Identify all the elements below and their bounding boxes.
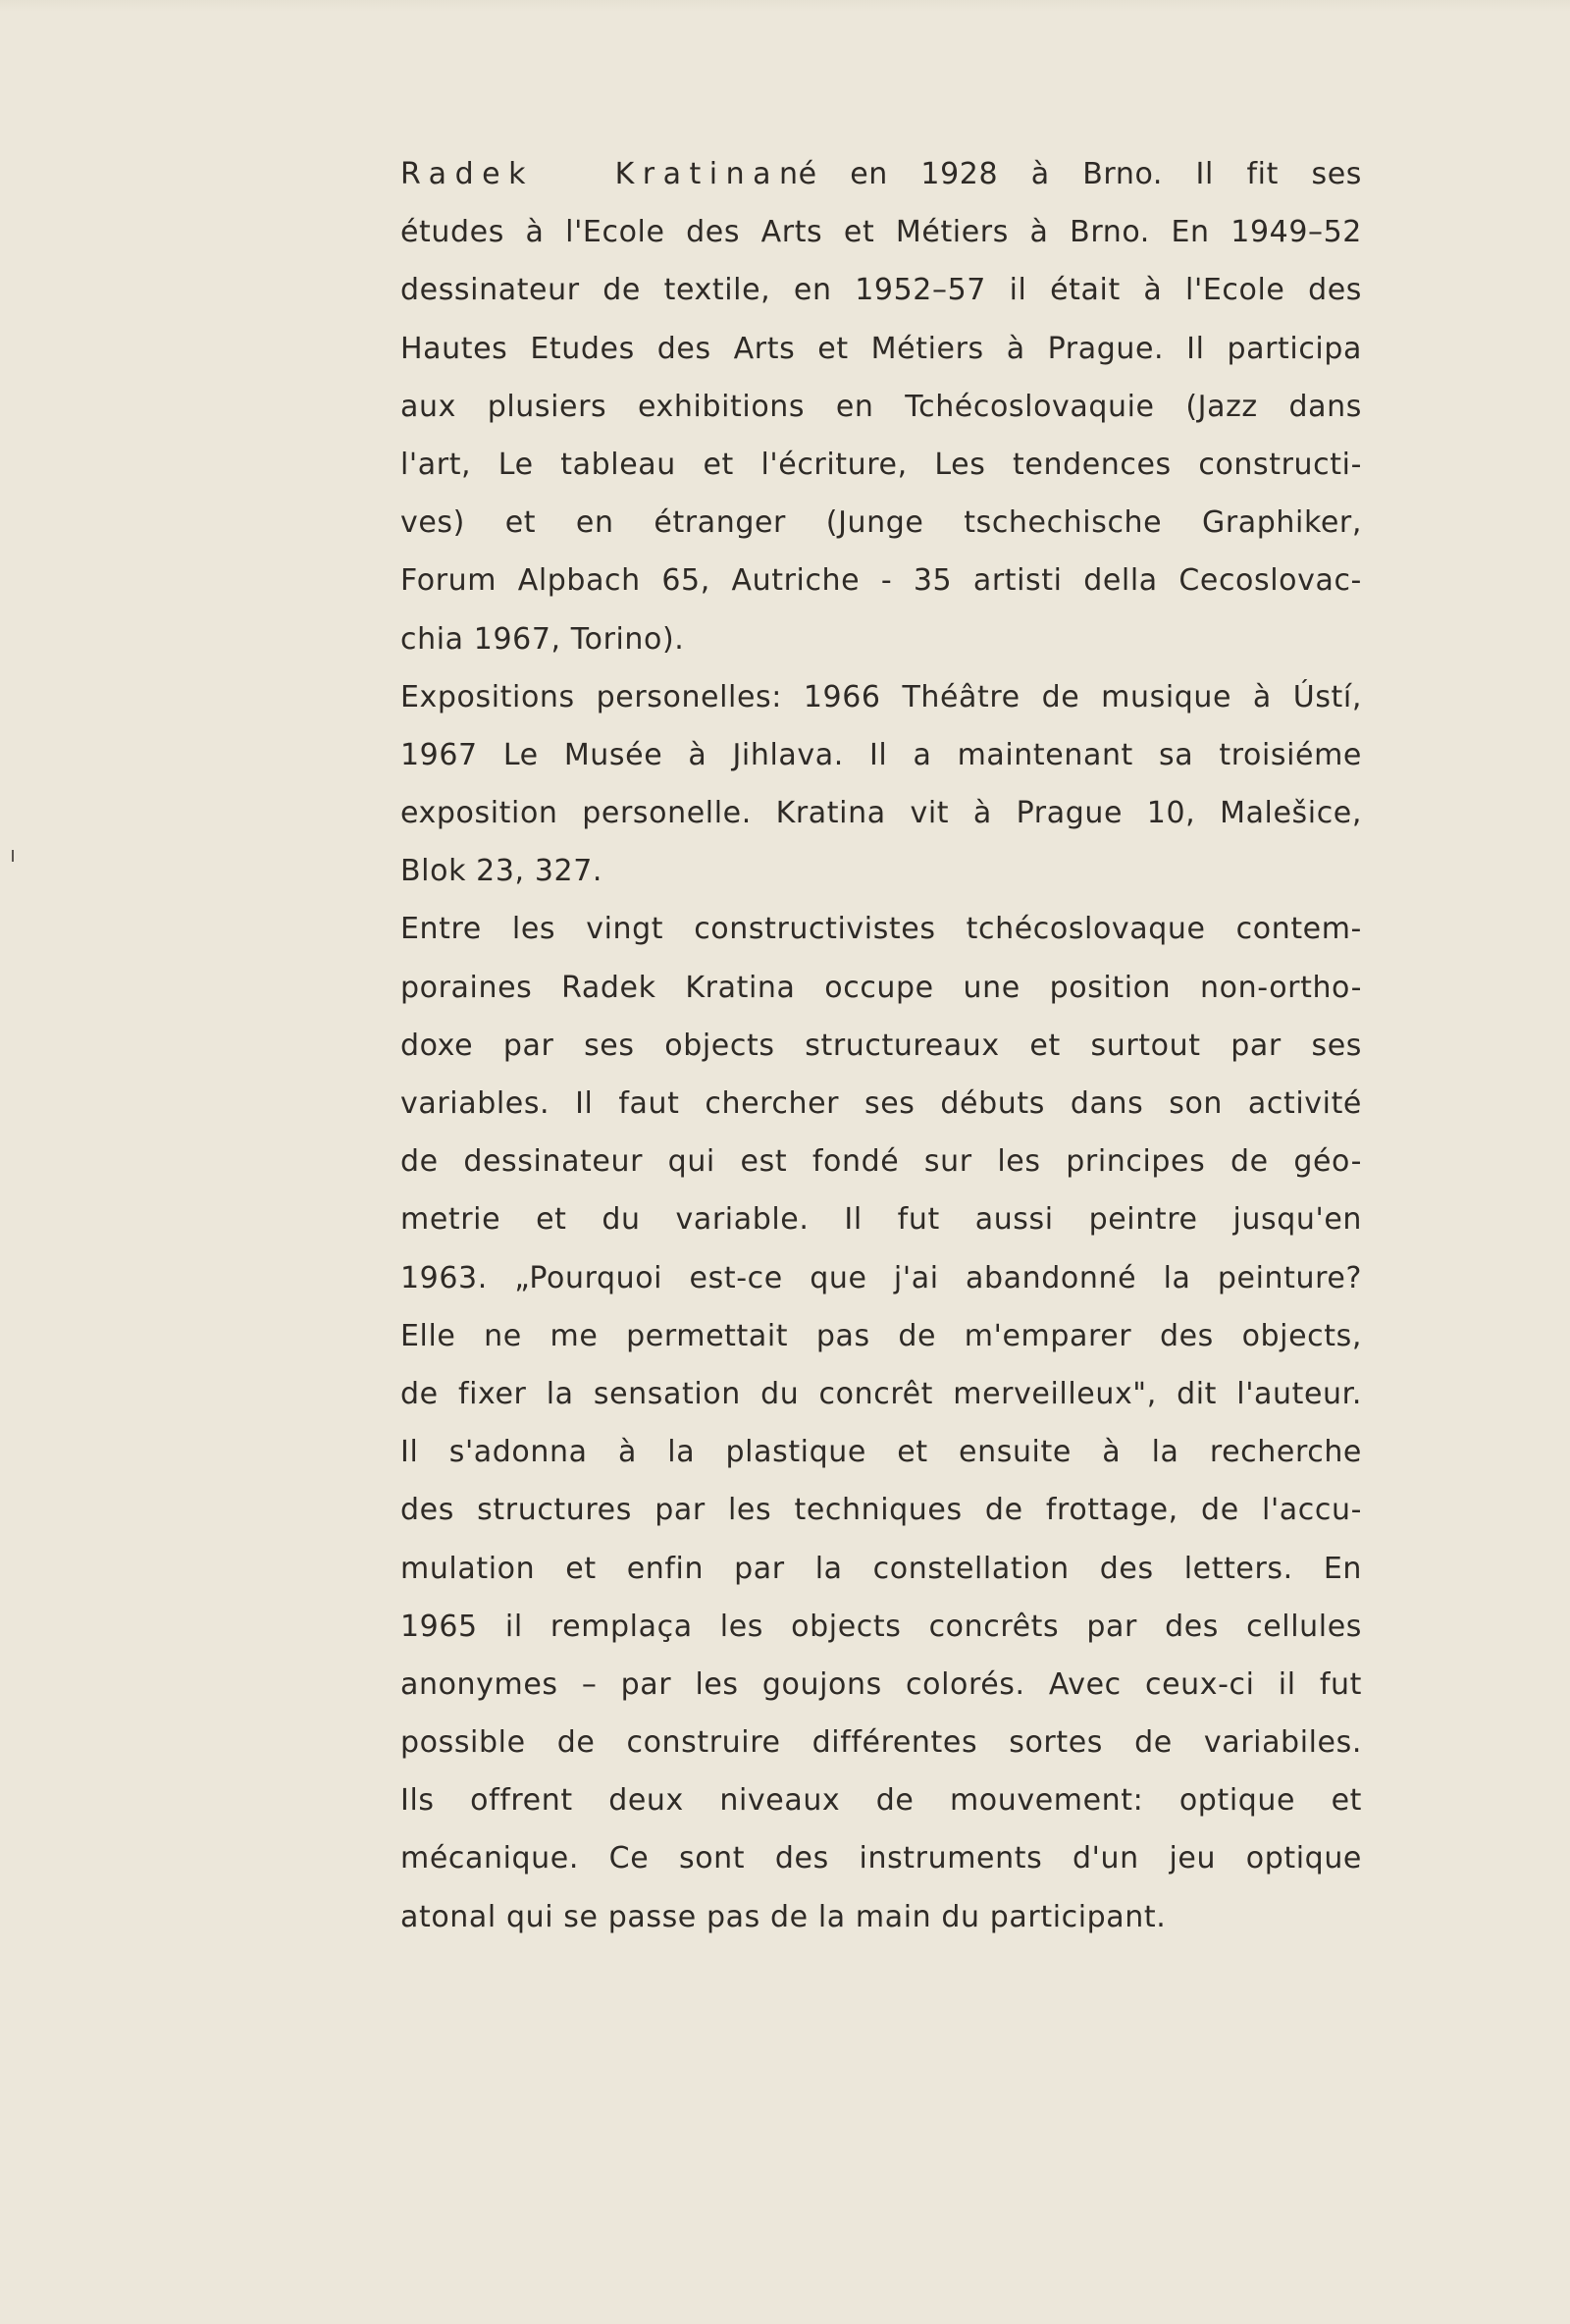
text-line: Expositions personelles: 1966 Théâtre de musique à Ústí,	[400, 679, 1362, 714]
text-line: possible de construire différentes sortes de variabiles.	[400, 1725, 1362, 1761]
text-line: Entre les vingt constructivistes tchécoslovaque contem-	[400, 912, 1362, 947]
text-line: exposition personelle. Kratina vit à Prague 10, Malešice,	[400, 796, 1362, 831]
text-line: Ils offrent deux niveaux de mouvement: optique et	[400, 1783, 1362, 1819]
text-line: 1965 il remplaça les objects concrêts par des cellules	[400, 1609, 1362, 1644]
text-line: Il s'adonna à la plastique et ensuite à la recherche	[400, 1435, 1362, 1470]
text-line: Forum Alpbach 65, Autriche - 35 artisti della Cecoslovac-	[400, 563, 1362, 599]
text-line: metrie et du variable. Il fut aussi peintre jusqu'en	[400, 1202, 1362, 1238]
text-line: atonal qui se passe pas de la main du participant.	[400, 1899, 1167, 1934]
artist-name: Radek Kratina	[400, 157, 779, 191]
text-line: des structures par les techniques de frottage, de l'accu-	[400, 1493, 1362, 1528]
text-line: anonymes – par les goujons colorés. Avec ceux-ci il fut	[400, 1666, 1362, 1702]
text-line: 1967 Le Musée à Jihlava. Il a maintenant sa troisiéme	[400, 737, 1362, 772]
body-text	[400, 145, 1362, 1946]
margin-mark	[12, 850, 14, 862]
text-line: 1963. „Pourquoi est-ce que j'ai abandonné la peinture?	[400, 1260, 1362, 1295]
text-line: Blok 23, 327.	[400, 854, 603, 889]
text-line: l'art, Le tableau et l'écriture, Les tendences constructi-	[400, 447, 1362, 482]
text-line: mulation et enfin par la constellation des letters. En	[400, 1551, 1362, 1586]
text-line: Elle ne me permettait pas de m'emparer des objects,	[400, 1318, 1362, 1353]
text-line: ves) et en étranger (Junge tschechische Graphiker,	[400, 505, 1362, 541]
text-line: dessinateur de textile, en 1952–57 il était à l'Ecole des	[400, 273, 1362, 308]
text-line: de dessinateur qui est fondé sur les principes de géo-	[400, 1144, 1362, 1180]
text-line: Hautes Etudes des Arts et Métiers à Prague. Il participa	[400, 331, 1362, 366]
text-line: doxe par ses objects structureaux et surtout par ses	[400, 1028, 1362, 1063]
text-line: mécanique. Ce sont des instruments d'un jeu optique	[400, 1841, 1362, 1876]
text-line: études à l'Ecole des Arts et Métiers à Brno. En 1949–52	[400, 215, 1362, 250]
text-line: chia 1967, Torino).	[400, 621, 685, 657]
text-line: poraines Radek Kratina occupe une position non-ortho-	[400, 970, 1362, 1005]
text-line-content: né en 1928 à Brno. Il fit ses	[779, 157, 1362, 191]
text-line: variables. Il faut chercher ses débuts dans son activité	[400, 1086, 1362, 1121]
text-line: aux plusiers exhibitions en Tchécoslovaquie (Jazz dans	[400, 389, 1362, 424]
text-line	[400, 145, 1362, 203]
text-line: de fixer la sensation du concrêt merveilleux", dit l'auteur.	[400, 1376, 1362, 1411]
